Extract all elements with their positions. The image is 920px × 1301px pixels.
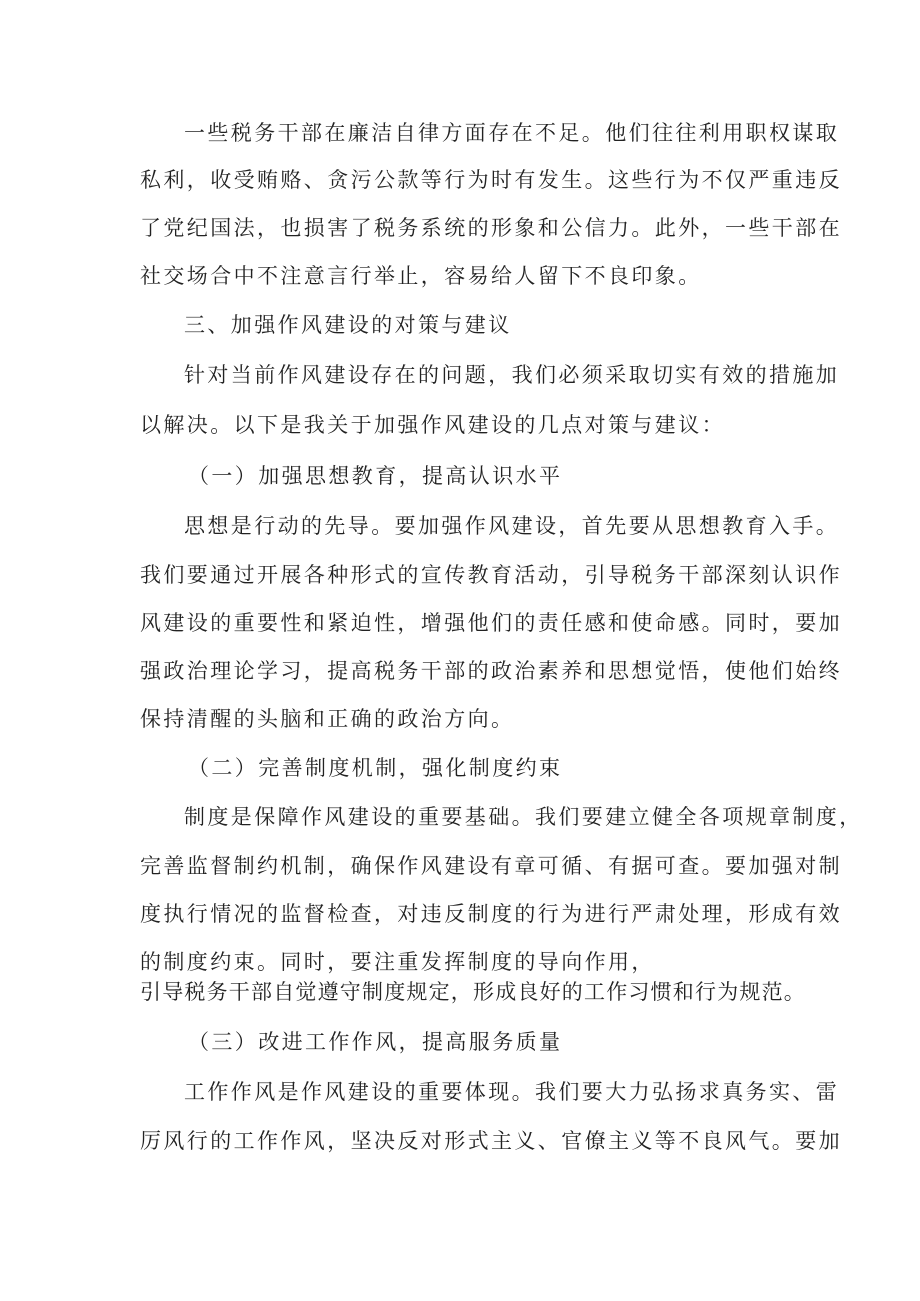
paragraph-line: 风建设的重要性和紧迫性，增强他们的责任感和使命感。同时，要加 [140, 611, 842, 635]
paragraph-line: 工作作风是作风建设的重要体现。我们要大力弘扬求真务实、雷 [184, 1080, 840, 1104]
paragraph-line: 保持清醒的头脑和正确的政治方向。 [140, 707, 515, 731]
paragraph-line: 引导税务干部自觉遵守制度规定，形成良好的工作习惯和行为规范。 [140, 980, 806, 1004]
paragraph-line: 我们要通过开展各种形式的宣传教育活动，引导税务干部深刻认识作 [140, 563, 842, 587]
paragraph-line: 度执行情况的监督检查，对违反制度的行为进行严肃处理，形成有效 [140, 902, 842, 926]
subsection-heading: （三）改进工作作风，提高服务质量 [188, 1030, 563, 1054]
paragraph-line: 的制度约束。同时，要注重发挥制度的导向作用， [140, 950, 655, 974]
paragraph-line: 私利，收受贿赂、贪污公款等行为时有发生。这些行为不仅严重违反 [140, 168, 842, 192]
paragraph-line: 一些税务干部在廉洁自律方面存在不足。他们往往利用职权谋取 [184, 121, 840, 145]
paragraph-line: 制度是保障作风建设的重要基础。我们要建立健全各项规章制度， [184, 805, 863, 829]
subsection-heading: （二）完善制度机制，强化制度约束 [188, 756, 563, 780]
paragraph-line: 了党纪国法，也损害了税务系统的形象和公信力。此外，一些干部在 [140, 216, 842, 240]
paragraph-line: 以解决。以下是我关于加强作风建设的几点对策与建议： [140, 413, 725, 437]
paragraph-line: 针对当前作风建设存在的问题，我们必须采取切实有效的措施加 [184, 363, 840, 387]
paragraph-line: 强政治理论学习，提高税务干部的政治素养和思想觉悟，使他们始终 [140, 659, 842, 683]
paragraph-line: 完善监督制约机制，确保作风建设有章可循、有据可查。要加强对制 [140, 854, 842, 878]
paragraph-line: 思想是行动的先导。要加强作风建设，首先要从思想教育入手。 [184, 514, 840, 538]
section-heading: 三、加强作风建设的对策与建议 [184, 313, 512, 337]
paragraph-line: 厉风行的工作作风，坚决反对形式主义、官僚主义等不良风气。要加 [140, 1129, 842, 1153]
paragraph-line: 社交场合中不注意言行举止，容易给人留下不良印象。 [140, 264, 702, 288]
subsection-heading: （一）加强思想教育，提高认识水平 [188, 464, 563, 488]
